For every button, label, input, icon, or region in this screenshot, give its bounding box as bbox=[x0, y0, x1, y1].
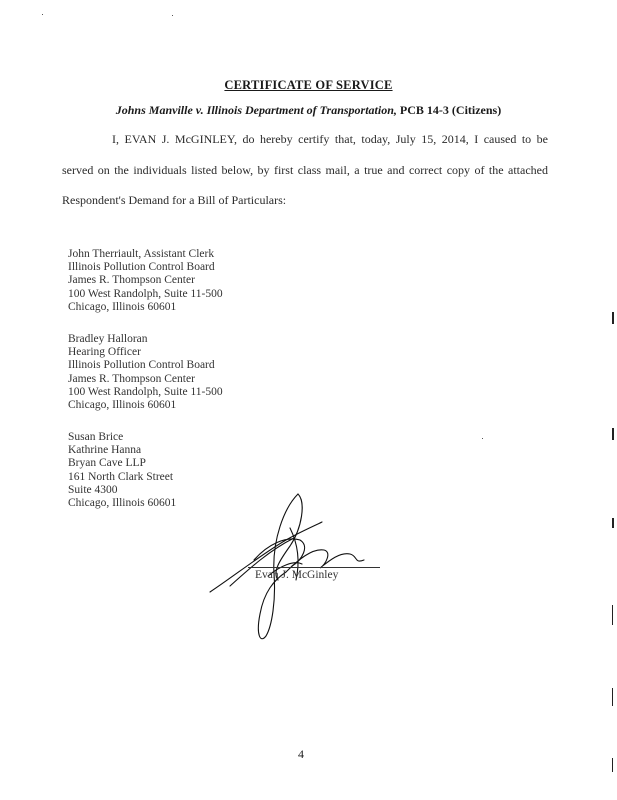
address-line: Chicago, Illinois 60601 bbox=[68, 497, 177, 510]
scan-speck bbox=[42, 14, 43, 15]
address-line: Bradley Halloran bbox=[68, 333, 148, 345]
address-line: Chicago, Illinois 60601 bbox=[68, 300, 177, 313]
document-title: CERTIFICATE OF SERVICE bbox=[224, 78, 393, 92]
address-line: Illinois Pollution Control Board bbox=[68, 359, 215, 372]
signature-line bbox=[248, 567, 380, 568]
certification-line-3: Respondent's Demand for a Bill of Particulars: bbox=[62, 193, 287, 207]
certification-line-2: served on the individuals listed below, by first class mail, a true and correct copy of the attached bbox=[62, 163, 548, 177]
recipient-block-2 bbox=[68, 333, 223, 412]
address-line: James R. Thompson Center bbox=[68, 274, 195, 287]
scan-speck bbox=[172, 15, 173, 16]
address-line: 100 West Randolph, Suite 11-500 bbox=[68, 385, 223, 398]
case-caption bbox=[0, 103, 617, 118]
address-line: Susan Brice bbox=[68, 431, 124, 443]
scan-artifact bbox=[612, 428, 614, 440]
address-line: John Therriault, Assistant Clerk bbox=[68, 248, 215, 260]
address-line: Suite 4300 bbox=[68, 483, 118, 496]
scan-artifact bbox=[612, 688, 613, 706]
scan-artifact bbox=[612, 518, 614, 528]
address-line: 161 North Clark Street bbox=[68, 470, 174, 483]
recipient-block-1 bbox=[68, 248, 223, 314]
address-line: Hearing Officer bbox=[68, 346, 141, 359]
scan-artifact bbox=[612, 605, 613, 625]
address-line: Bryan Cave LLP bbox=[68, 457, 146, 470]
signer-name: Evan J. McGinley bbox=[255, 569, 339, 581]
address-line: James R. Thompson Center bbox=[68, 372, 195, 385]
address-line: Kathrine Hanna bbox=[68, 444, 142, 457]
handwritten-signature bbox=[190, 488, 390, 648]
case-number: PCB 14-3 (Citizens) bbox=[399, 103, 502, 117]
address-line: Illinois Pollution Control Board bbox=[68, 261, 215, 274]
case-name: Johns Manville v. Illinois Department of Transportation, bbox=[115, 103, 397, 117]
certification-line-1: I, EVAN J. McGINLEY, do hereby certify that, today, July 15, 2014, I caused to be bbox=[112, 132, 548, 146]
recipient-block-3 bbox=[68, 431, 176, 510]
scan-speck bbox=[482, 438, 483, 439]
address-line: Chicago, Illinois 60601 bbox=[68, 399, 177, 412]
page-number: 4 bbox=[298, 747, 304, 761]
address-line: 100 West Randolph, Suite 11-500 bbox=[68, 287, 223, 300]
scan-artifact bbox=[612, 312, 614, 324]
scan-artifact bbox=[612, 758, 613, 772]
